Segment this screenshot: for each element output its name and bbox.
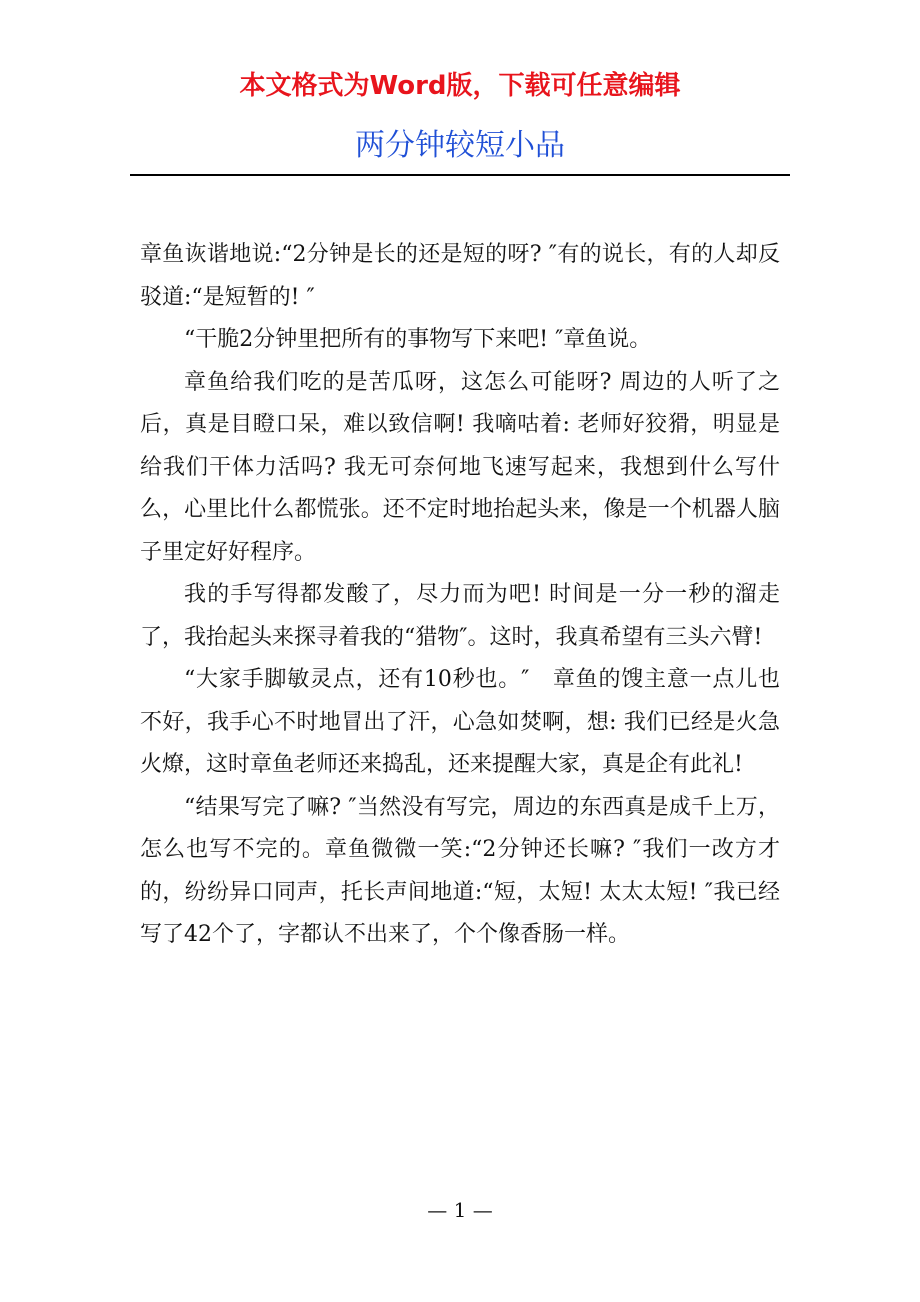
page-number: — 1 — — [427, 1198, 493, 1222]
document-body — [140, 234, 780, 957]
paragraph: 章鱼诙谐地说:“2分钟是长的还是短的呀? ″有的说长，有的人却反驳道:“是短暂的! ″ — [140, 242, 780, 310]
title-divider — [130, 174, 790, 176]
paragraph: “干脆2分钟里把所有的事物写下来吧! ″章鱼说。 — [184, 327, 652, 352]
paragraph: 我的手写得都发酸了，尽力而为吧! 时间是一分一秒的溜走了，我抬起头来探寻着我的“猎物″。这时，我真希望有三头六臂! — [140, 582, 780, 650]
paragraph: “大家手脚敏灵点，还有10秒也。″ 章鱼的馊主意一点儿也不好，我手心不时地冒出了汗，心急如焚啊，想: 我们已经是火急火燎，这时章鱼老师还来捣乱，还来提醒大家，真是企有此礼! — [140, 667, 780, 777]
document-title: 两分钟较短小品 — [355, 128, 565, 163]
format-notice: 本文格式为Word版，下载可任意编辑 — [239, 71, 681, 101]
paragraph: 章鱼给我们吃的是苦瓜呀，这怎么可能呀? 周边的人听了之后，真是目瞪口呆，难以致信啊! 我嘀咕着: 老师好狡猾，明显是给我们干体力活吗? 我无可奈何地飞速写起来，我想到什么写什么，心里比什么都慌张。还不定时地抬起头来，像是一个机器人脑子里定好好程序。 — [140, 369, 780, 565]
paragraph: “结果写完了嘛? ″当然没有写完，周边的东西真是成千上万，怎么也写不完的。章鱼微微一笑:“2分钟还长嘛? ″我们一改方才的，纷纷异口同声，托长声间地道:“短，太短! 太太太短! ″我已经写了42个了，字都认不出来了，个个像香肠一样。 — [140, 794, 780, 947]
